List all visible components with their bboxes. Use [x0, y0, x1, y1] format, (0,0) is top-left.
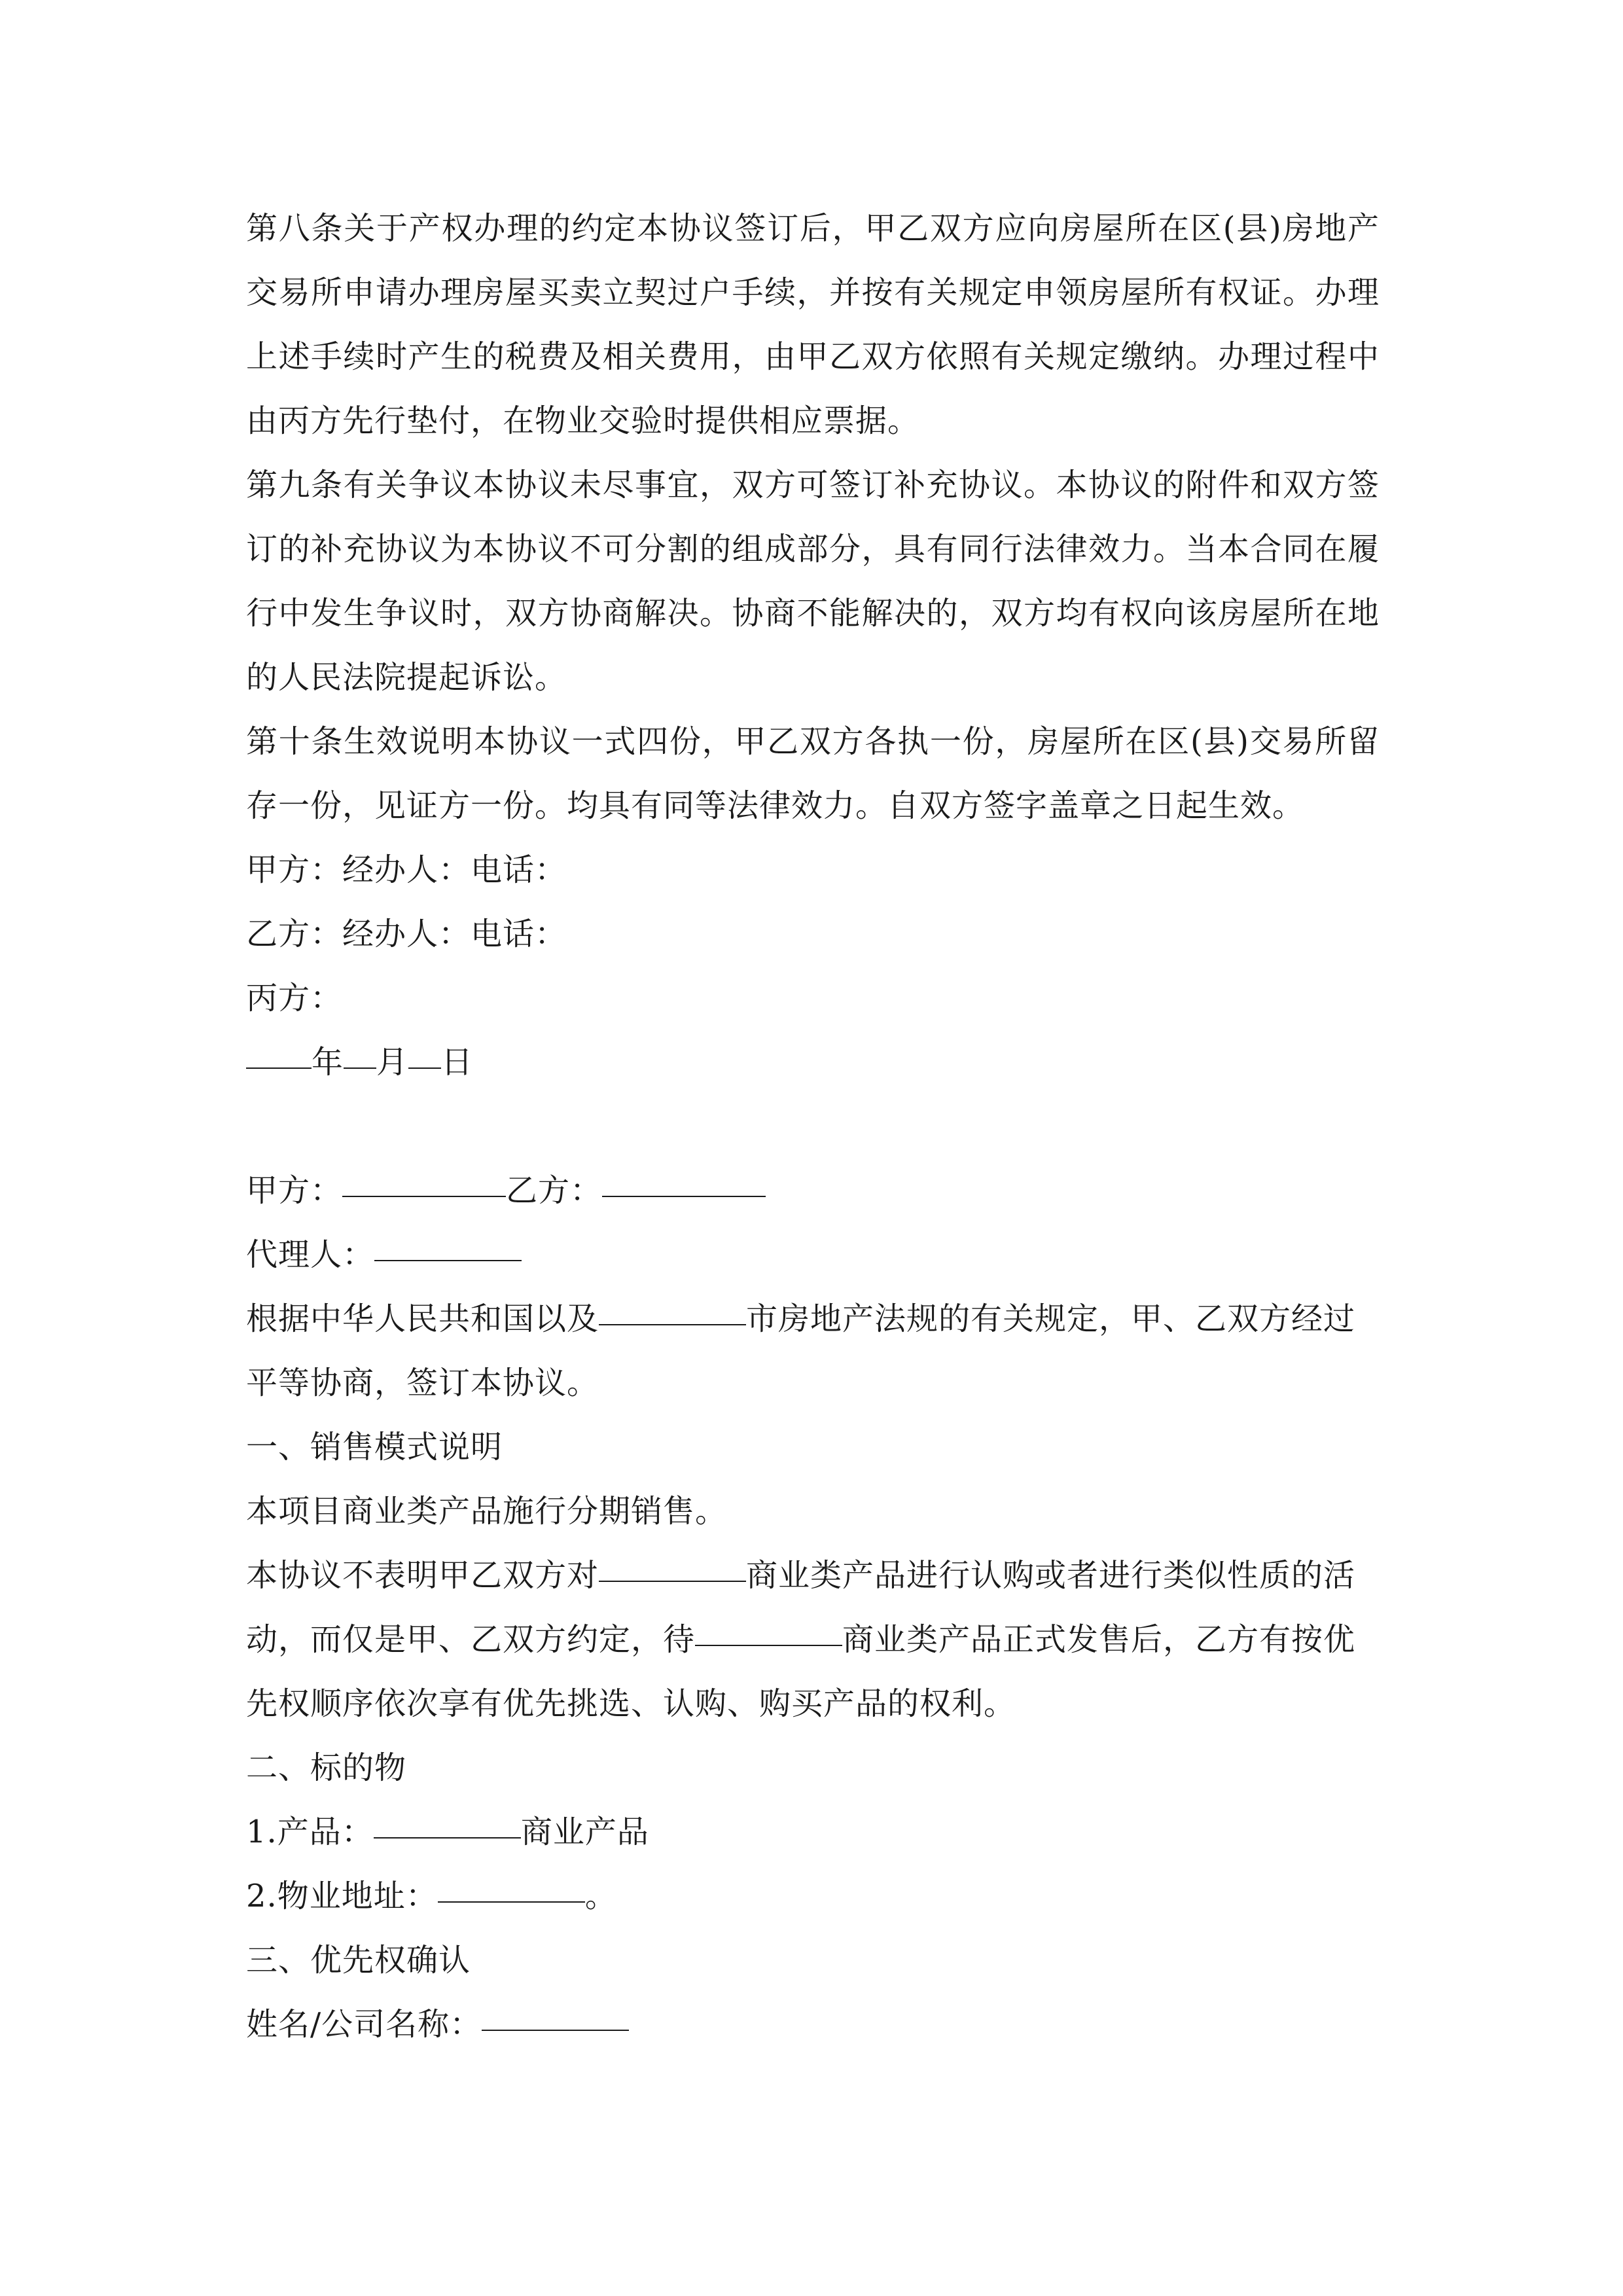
article10-line2: 存一份，见证方一份。均具有同等法律效力。自双方签字盖章之日起生效。 [246, 787, 1305, 824]
year-blank[interactable] [246, 1028, 312, 1069]
item2-line [246, 1864, 1380, 1928]
section3-title: 三、优先权确认 [246, 1942, 471, 1979]
project-blank-1[interactable] [599, 1541, 746, 1582]
party-b-signature: 乙方：经办人：电话： [246, 916, 567, 952]
article9-line4: 的人民法院提起诉讼。 [246, 659, 567, 696]
agreement-parties-line [246, 1158, 1380, 1223]
section2-title: 二、标的物 [246, 1749, 407, 1786]
month-blank[interactable] [344, 1028, 376, 1069]
item1-suffix: 商业产品 [520, 1814, 649, 1850]
name-label: 姓名/公司名称： [246, 2006, 482, 2043]
item2-suffix: 。 [584, 1878, 617, 1914]
party-b-blank[interactable] [602, 1157, 766, 1197]
city-blank[interactable] [599, 1285, 746, 1325]
section1-para2-line1 [246, 1543, 1380, 1607]
section1-title: 一、销售模式说明 [246, 1429, 503, 1465]
month-label: 月 [376, 1044, 409, 1081]
date-line [246, 1030, 1380, 1094]
party-a-blank[interactable] [342, 1157, 506, 1197]
project-blank-2[interactable] [695, 1605, 842, 1646]
article8-line4: 由丙方先行垫付，在物业交验时提供相应票据。 [246, 403, 920, 439]
section1-para2-line3: 先权顺序依次享有优先挑选、认购、购买产品的权利。 [246, 1685, 1016, 1722]
article9-line1: 第九条有关争议本协议未尽事宜，双方可签订补充协议。本协议的附件和双方签 [246, 467, 1380, 503]
article9-line2: 订的补充协议为本协议不可分割的组成部分，具有同行法律效力。当本合同在履 [246, 531, 1380, 567]
agent-blank[interactable] [374, 1221, 522, 1261]
s1-text-c: 动，而仅是甲、乙双方约定，待 [246, 1621, 696, 1658]
section1-para1: 本项目商业类产品施行分期销售。 [246, 1493, 728, 1530]
name-blank[interactable] [482, 1990, 629, 2031]
article8-line3: 上述手续时产生的税费及相关费用，由甲乙双方依照有关规定缴纳。办理过程中 [246, 338, 1380, 375]
address-blank[interactable] [438, 1862, 585, 1903]
item2-label: 2.物业地址： [246, 1878, 438, 1914]
day-label: 日 [441, 1044, 474, 1081]
preamble-text-b: 市房地产法规的有关规定，甲、乙双方经过 [746, 1300, 1356, 1337]
article10-line1: 第十条生效说明本协议一式四份，甲乙双方各执一份，房屋所在区(县)交易所留 [246, 723, 1380, 760]
spacer [246, 1094, 1380, 1158]
section1-para2-line2 [246, 1607, 1380, 1672]
name-line [246, 1992, 1380, 2056]
item1-line [246, 1800, 1380, 1864]
preamble-text-a: 根据中华人民共和国以及 [246, 1300, 599, 1337]
item1-label: 1.产品： [246, 1814, 374, 1850]
document-body [246, 196, 1380, 2056]
s1-text-b: 商业类产品进行认购或者进行类似性质的活 [746, 1557, 1356, 1594]
article8-line1: 第八条关于产权办理的约定本协议签订后，甲乙双方应向房屋所在区(县)房地产 [246, 210, 1380, 247]
party-a-label: 甲方： [246, 1172, 343, 1209]
year-label: 年 [312, 1044, 344, 1081]
agent-label: 代理人： [246, 1236, 375, 1273]
preamble-line1 [246, 1287, 1380, 1351]
agent-line [246, 1223, 1380, 1287]
party-a-signature: 甲方：经办人：电话： [246, 852, 567, 888]
article9-line3: 行中发生争议时，双方协商解决。协商不能解决的，双方均有权向该房屋所在地 [246, 595, 1380, 632]
article8-line2: 交易所申请办理房屋买卖立契过户手续，并按有关规定申领房屋所有权证。办理 [246, 274, 1380, 311]
party-b-label: 乙方： [506, 1172, 603, 1209]
s1-text-d: 商业类产品正式发售后，乙方有按优 [842, 1621, 1356, 1658]
party-c-signature: 丙方： [246, 980, 343, 1016]
s1-text-a: 本协议不表明甲乙双方对 [246, 1557, 599, 1594]
preamble-line2: 平等协商，签订本协议。 [246, 1365, 599, 1401]
day-blank[interactable] [408, 1028, 441, 1069]
product-blank[interactable] [374, 1798, 521, 1839]
